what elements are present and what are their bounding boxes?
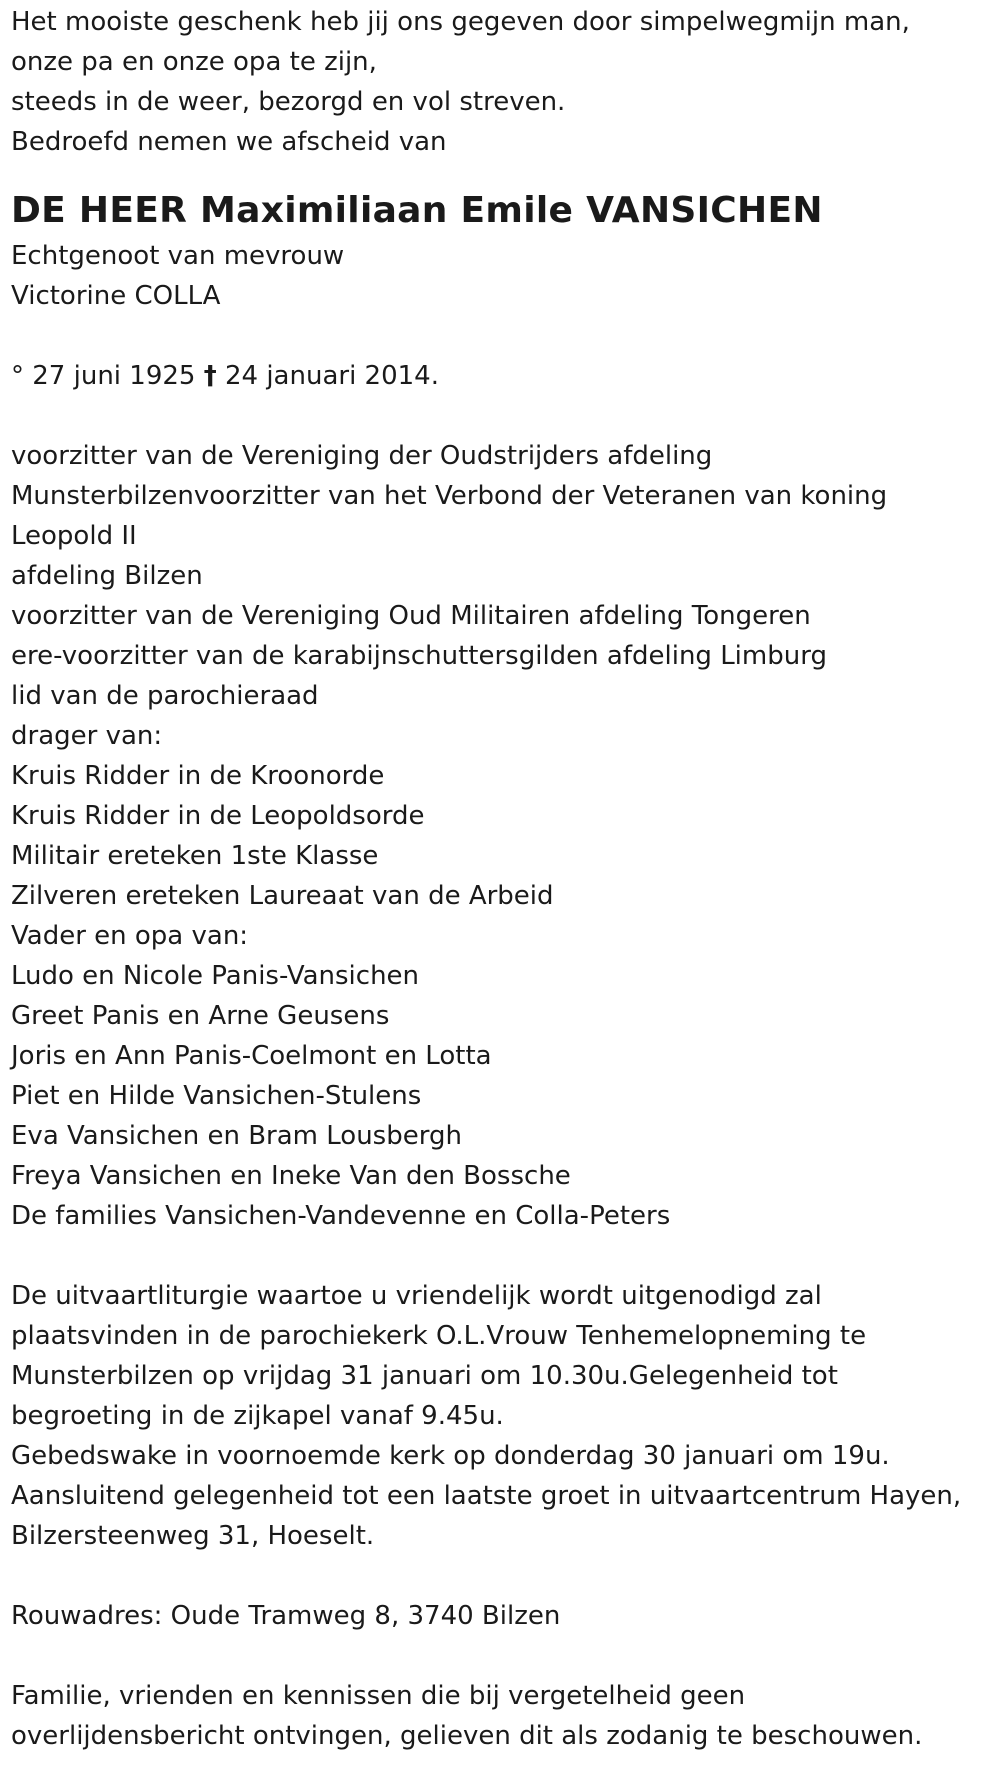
detail-line: lid van de parochieraad: [11, 681, 319, 711]
detail-line: drager van:: [11, 721, 163, 751]
detail-line: Piet en Hilde Vansichen-Stulens: [11, 1081, 422, 1111]
detail-line: voorzitter van de Vereniging der Oudstrijders afdeling: [11, 441, 713, 471]
closing-note: [11, 1676, 991, 1756]
funeral-line: plaatsvinden in de parochiekerk O.L.Vrouw Tenhemelopneming te: [11, 1321, 867, 1351]
spouse-block: [11, 236, 991, 316]
closing-line: Familie, vrienden en kennissen die bij vergetelheid geen: [11, 1681, 746, 1711]
deceased-name: DE HEER Maximiliaan Emile VANSICHEN: [11, 190, 823, 231]
detail-line: afdeling Bilzen: [11, 561, 203, 591]
funeral-line: Munsterbilzen op vrijdag 31 januari om 10.30u.Gelegenheid tot: [11, 1361, 838, 1391]
death-date: 24 januari 2014.: [224, 361, 439, 391]
detail-line: Greet Panis en Arne Geusens: [11, 1001, 390, 1031]
mourning-address: Rouwadres: Oude Tramweg 8, 3740 Bilzen: [11, 1601, 561, 1631]
detail-line: Militair ereteken 1ste Klasse: [11, 841, 379, 871]
detail-line: voorzitter van de Vereniging Oud Militairen afdeling Tongeren: [11, 601, 811, 631]
detail-line: Eva Vansichen en Bram Lousbergh: [11, 1121, 462, 1151]
cross-icon: †: [203, 361, 217, 391]
spouse-line: Echtgenoot van mevrouw: [11, 241, 345, 271]
detail-line: Leopold II: [11, 521, 137, 551]
detail-line: Kruis Ridder in de Leopoldsorde: [11, 801, 425, 831]
funeral-info: [11, 1276, 991, 1556]
closing-line: overlijdensbericht ontvingen, gelieven dit als zodanig te beschouwen.: [11, 1721, 923, 1751]
intro-line: steeds in de weer, bezorgd en vol streven.: [11, 87, 566, 117]
spacer: [11, 1636, 991, 1676]
intro-line: Het mooiste geschenk heb jij ons gegeven door simpelwegmijn man,: [11, 7, 910, 37]
detail-line: Freya Vansichen en Ineke Van den Bossche: [11, 1161, 571, 1191]
detail-line: Munsterbilzenvoorzitter van het Verbond der Veteranen van koning: [11, 481, 888, 511]
details-list: [11, 436, 991, 1236]
funeral-line: Gebedswake in voornoemde kerk op donderdag 30 januari om 19u.: [11, 1441, 890, 1471]
detail-line: Kruis Ridder in de Kroonorde: [11, 761, 385, 791]
obituary-notice: [11, 2, 991, 1756]
detail-line: ere-voorzitter van de karabijnschuttersgilden afdeling Limburg: [11, 641, 827, 671]
intro-line: onze pa en onze opa te zijn,: [11, 47, 377, 77]
funeral-line: Bilzersteenweg 31, Hoeselt.: [11, 1521, 375, 1551]
funeral-line: Aansluitend gelegenheid tot een laatste groet in uitvaartcentrum Hayen,: [11, 1481, 962, 1511]
detail-line: Ludo en Nicole Panis-Vansichen: [11, 961, 420, 991]
intro-verse: [11, 2, 991, 162]
detail-line: Joris en Ann Panis-Coelmont en Lotta: [11, 1041, 492, 1071]
spacer: [11, 1556, 991, 1596]
birth-date: ° 27 juni 1925: [11, 361, 196, 391]
spacer: [11, 162, 991, 186]
intro-line: Bedroefd nemen we afscheid van: [11, 127, 447, 157]
funeral-line: begroeting in de zijkapel vanaf 9.45u.: [11, 1401, 504, 1431]
detail-line: Vader en opa van:: [11, 921, 249, 951]
spouse-line: Victorine COLLA: [11, 281, 221, 311]
funeral-line: De uitvaartliturgie waartoe u vriendelijk wordt uitgenodigd zal: [11, 1281, 822, 1311]
detail-line: De families Vansichen-Vandevenne en Colla-Peters: [11, 1201, 671, 1231]
life-dates: [11, 356, 991, 396]
spacer: [11, 396, 991, 436]
spacer: [11, 316, 991, 356]
detail-line: Zilveren ereteken Laureaat van de Arbeid: [11, 881, 554, 911]
spacer: [11, 1236, 991, 1276]
